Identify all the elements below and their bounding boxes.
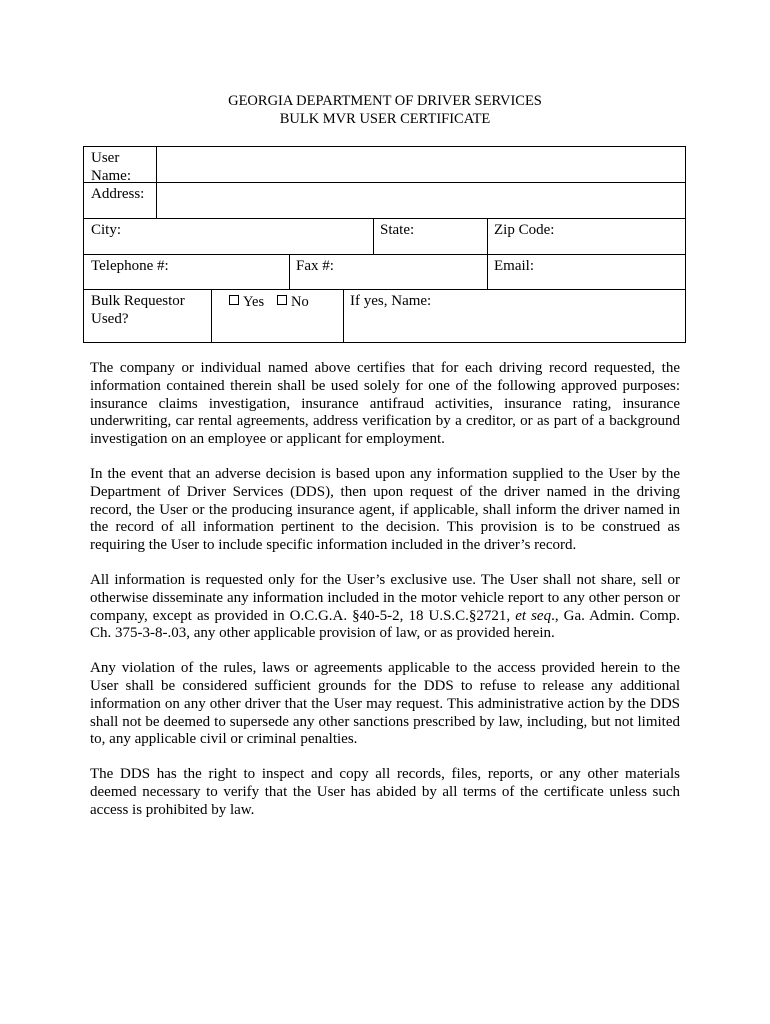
no-label: No (291, 294, 309, 310)
bulk-requestor-label: Bulk Requestor Used? (91, 293, 185, 327)
yes-label: Yes (243, 294, 265, 310)
bulk-requestor-row (83, 289, 686, 343)
fax-label: Fax #: (296, 258, 334, 274)
bulk-requestor-options (211, 290, 343, 342)
exclusive-use-text-2: ., Ga. Admin. Comp. Ch. 375-3-8-.03, any other applicable provision of law, or as provided herein. (90, 607, 680, 642)
email-label: Email: (494, 258, 534, 274)
zip-code-label: Zip Code: (494, 222, 555, 238)
state-label: State: (380, 222, 415, 238)
email-field[interactable] (487, 255, 685, 290)
yes-checkbox[interactable] (229, 295, 239, 305)
user-name-label: User Name: (91, 150, 131, 184)
certificate-title: BULK MVR USER CERTIFICATE (279, 111, 491, 127)
paragraph-approved-purposes: The company or individual named above certifies that for each driving record requested, the information contained therein shall be used solely for one of the following approved purposes: insurance claims investigation, insurance antifraud activities, insurance rating, insurance underwriting, car rental agreements, address verification by a creditor, or as part of a background investigation on an employee or applicant for employment. (90, 360, 680, 448)
no-checkbox[interactable] (277, 295, 287, 305)
address-label: Address: (91, 186, 145, 202)
city-field[interactable] (84, 219, 373, 255)
user-name-field[interactable] (157, 147, 685, 183)
department-title: GEORGIA DEPARTMENT OF DRIVER SERVICES (228, 93, 542, 109)
requestor-name-field[interactable] (343, 290, 685, 342)
certificate-terms (90, 360, 680, 837)
fax-field[interactable] (289, 255, 487, 290)
exclusive-use-text-1: All information is requested only for the User’s exclusive use. The User shall not share, sell or otherwise disseminate any information included in the motor vehicle report to any other person or company, except as provided in O.C.G.A. §40-5-2, 18 U.S.C.§2721, (90, 571, 680, 624)
paragraph-exclusive-use (90, 572, 680, 643)
state-field[interactable] (373, 219, 487, 255)
address-row (83, 182, 686, 219)
user-name-row (83, 146, 686, 183)
yes-option[interactable] (229, 293, 264, 311)
if-yes-name-label: If yes, Name: (350, 293, 432, 309)
address-field[interactable] (157, 183, 685, 219)
paragraph-violations: Any violation of the rules, laws or agreements applicable to the access provided herein to the User shall be considered sufficient grounds for the DDS to refuse to release any additional information on any other driver that the User may request. This administrative action by the DDS shall not be deemed to supersede any other sanctions prescribed by law, including, but not limited to, any applicable civil or criminal penalties. (90, 660, 680, 748)
zip-code-field[interactable] (487, 219, 685, 255)
document-header (0, 92, 770, 128)
paragraph-inspection-rights: The DDS has the right to inspect and copy all records, files, reports, or any other materials deemed necessary to verify that the User has abided by all terms of the certificate unless such access is prohibited by law. (90, 766, 680, 818)
no-option[interactable] (277, 293, 309, 311)
city-label: City: (91, 222, 122, 238)
contact-row (83, 254, 686, 290)
paragraph-adverse-decision: In the event that an adverse decision is based upon any information supplied to the User by the Department of Driver Services (DDS), then upon request of the driver named in the driving record, the User or the producing insurance agent, if applicable, shall inform the driver named in the record of all information pertinent to the decision. This provision is to be construed as requiring the User to include specific information included in the driver’s record. (90, 465, 680, 554)
et-seq-text: et seq (515, 607, 552, 624)
telephone-label: Telephone #: (91, 258, 169, 274)
user-info-form (83, 146, 686, 343)
telephone-field[interactable] (84, 255, 289, 290)
city-state-zip-row (83, 218, 686, 255)
